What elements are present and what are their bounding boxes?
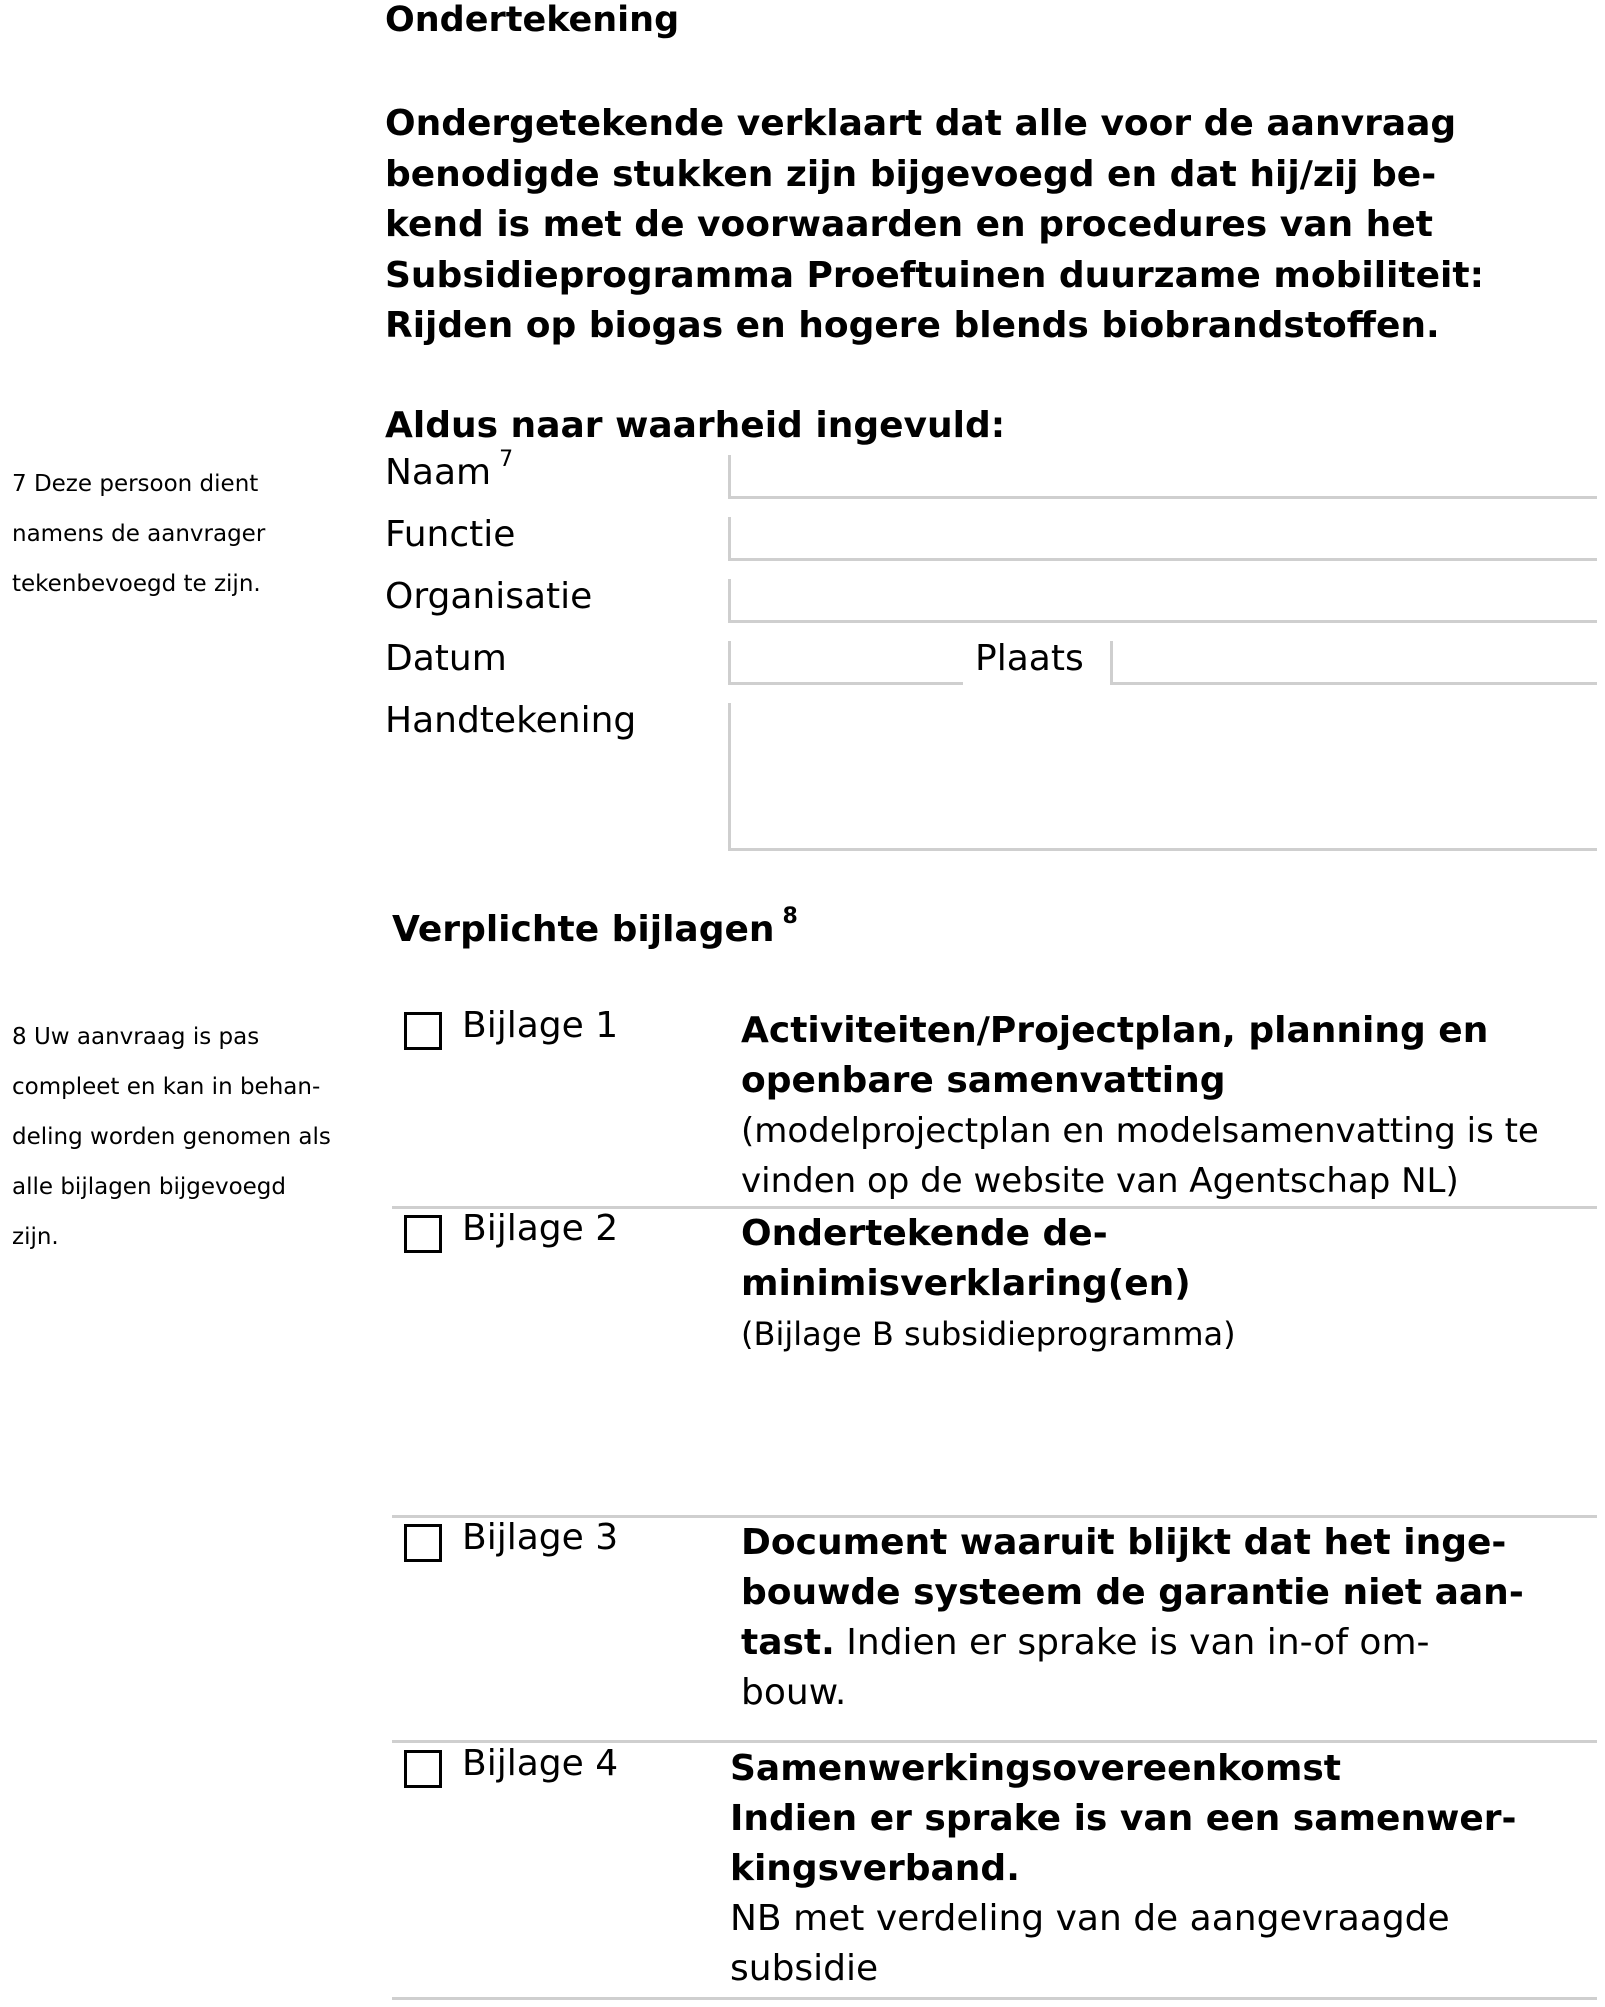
bijlage-title-line: bouwde systeem de garantie niet aan- — [741, 1572, 1524, 1613]
datum-label: Datum — [385, 638, 507, 679]
naam-field[interactable] — [728, 455, 1597, 499]
bijlage-title-line: Samenwerkingsovereenkomst — [730, 1748, 1341, 1789]
footnote-line: compleet en kan in behan- — [12, 1074, 321, 1100]
naam-label-text: Naam — [385, 452, 492, 493]
attachments-heading-text: Verplichte bijlagen — [392, 909, 775, 950]
bijlage-title-line: Ondertekende de- — [741, 1213, 1108, 1254]
bijlage-2-checkbox[interactable] — [404, 1215, 442, 1253]
declaration-text — [385, 99, 1484, 352]
bijlage-4-description — [730, 1744, 1516, 1994]
declaration-line: Ondergetekende verklaart dat alle voor de aanvraag — [385, 103, 1457, 144]
bijlage-1-description — [741, 1006, 1539, 1206]
bijlage-2-label: Bijlage 2 — [462, 1208, 619, 1249]
form-heading: Aldus naar waarheid ingevuld: — [385, 405, 1006, 446]
bijlage-detail-line: vinden op de website van Agentschap NL) — [741, 1161, 1459, 1201]
footnote-line: 7 Deze persoon dient — [12, 471, 259, 497]
footnote-line: deling worden genomen als — [12, 1124, 331, 1150]
bijlage-detail-line: NB met verdeling van de aangevraagde — [730, 1898, 1450, 1939]
footnote-line: namens de aanvrager — [12, 521, 266, 547]
bijlage-mixed-line — [741, 1618, 1524, 1668]
bijlage-title-line: Document waaruit blijkt dat het inge- — [741, 1522, 1507, 1563]
naam-label — [385, 447, 514, 493]
bijlage-mixed-bold: tast. — [741, 1622, 835, 1663]
bijlage-title-line: Indien er sprake is van een samenwer- — [730, 1798, 1517, 1839]
section-title: Ondertekening — [385, 0, 680, 40]
footnote-line: zijn. — [12, 1224, 59, 1250]
handtekening-label: Handtekening — [385, 700, 637, 741]
bijlage-4-checkbox[interactable] — [404, 1750, 442, 1788]
organisatie-field[interactable] — [728, 579, 1597, 623]
bijlage-title-line: Activiteiten/Projectplan, planning en — [741, 1010, 1489, 1051]
bijlage-3-description — [741, 1518, 1524, 1718]
bijlage-detail-line: (Bijlage B subsidieprogramma) — [741, 1315, 1236, 1353]
datum-field[interactable] — [728, 641, 963, 685]
declaration-line: Rijden op biogas en hogere blends biobrandstoffen. — [385, 305, 1440, 346]
row-divider — [392, 1997, 1597, 2000]
bijlage-detail-line: subsidie — [730, 1948, 879, 1989]
footnote-line: 8 Uw aanvraag is pas — [12, 1024, 260, 1050]
handtekening-field[interactable] — [728, 703, 1597, 851]
bijlage-mixed-normal: Indien er sprake is van in-of om- — [834, 1622, 1430, 1663]
bijlage-3-label: Bijlage 3 — [462, 1517, 619, 1558]
bijlage-detail-line: (modelprojectplan en modelsamenvatting is te — [741, 1111, 1539, 1151]
plaats-field[interactable] — [1110, 641, 1597, 685]
footnote-line: alle bijlagen bijgevoegd — [12, 1174, 287, 1200]
bijlage-1-label: Bijlage 1 — [462, 1005, 619, 1046]
declaration-line: benodigde stukken zijn bijgevoegd en dat hij/zij be- — [385, 153, 1437, 195]
declaration-line: kend is met de voorwaarden en procedures van het — [385, 204, 1433, 245]
declaration-line: Subsidieprogramma Proeftuinen duurzame mobiliteit: — [385, 254, 1484, 296]
footnote-ref-7: 7 — [499, 447, 514, 472]
footnote-ref-8: 8 — [782, 904, 798, 929]
functie-field[interactable] — [728, 517, 1597, 561]
bijlage-title-line: minimisverklaring(en) — [741, 1263, 1191, 1304]
plaats-label: Plaats — [975, 638, 1084, 679]
footnote-line: tekenbevoegd te zijn. — [12, 571, 261, 597]
bijlage-1-checkbox[interactable] — [404, 1012, 442, 1050]
bijlage-2-description — [741, 1209, 1236, 1359]
bijlage-detail-line: bouw. — [741, 1672, 847, 1713]
attachments-heading — [392, 905, 798, 961]
bijlage-title-line: kingsverband. — [730, 1848, 1020, 1889]
bijlage-title-line: openbare samenvatting — [741, 1060, 1226, 1101]
functie-label: Functie — [385, 514, 516, 555]
bijlage-3-checkbox[interactable] — [404, 1524, 442, 1562]
footnote-7 — [12, 459, 265, 609]
footnote-8 — [12, 1012, 331, 1262]
organisatie-label: Organisatie — [385, 576, 593, 617]
bijlage-4-label: Bijlage 4 — [462, 1743, 619, 1784]
